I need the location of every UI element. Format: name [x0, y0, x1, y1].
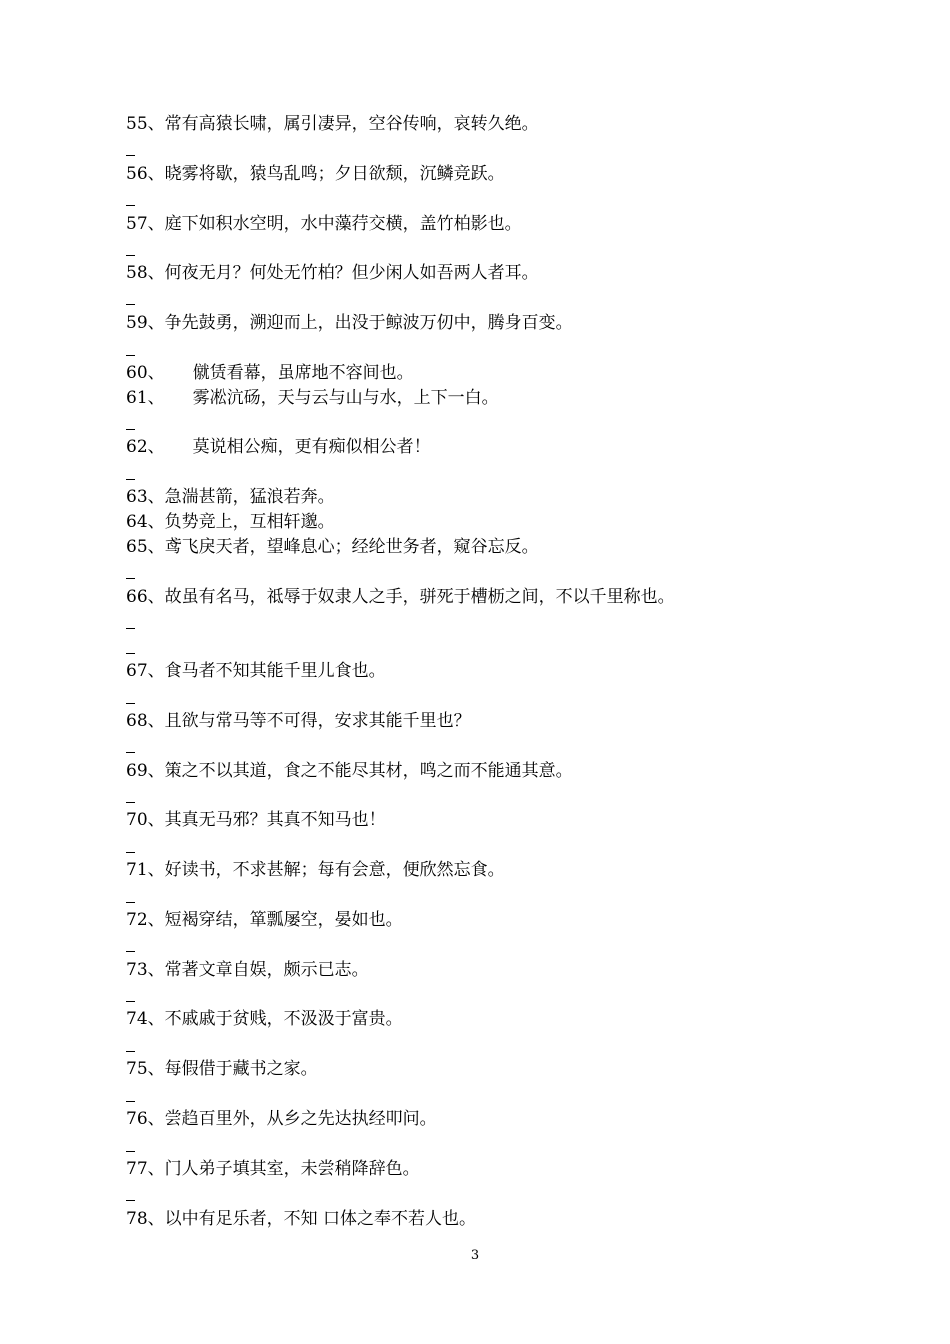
line-75: 75、每假借于藏书之家。 — [126, 1059, 318, 1079]
line-69: 69、策之不以其道，食之不能尽其材，鸣之而不能通其意。 — [126, 761, 573, 781]
answer-blank — [126, 628, 135, 629]
line-64: 64、负势竞上，互相轩邈。 — [126, 512, 335, 532]
line-68: 68、且欲与常马等不可得，安求其能千里也？ — [126, 711, 471, 731]
answer-blank — [126, 1051, 135, 1052]
line-76: 76、尝趋百里外，从乡之先达执经叩问。 — [126, 1109, 437, 1129]
answer-blank — [126, 752, 135, 753]
line-70: 70、其真无马邪？其真不知马也！ — [126, 810, 386, 830]
answer-blank — [126, 653, 135, 654]
line-78: 78、以中有足乐者，不知 口体之奉不若人也。 — [126, 1209, 477, 1229]
answer-blank — [126, 155, 135, 156]
answer-blank — [126, 1001, 135, 1002]
answer-blank — [126, 802, 135, 803]
line-77: 77、门人弟子填其室，未尝稍降辞色。 — [126, 1159, 420, 1179]
answer-blank — [126, 578, 135, 579]
answer-blank — [126, 205, 135, 206]
answer-blank — [126, 255, 135, 256]
line-72: 72、短褐穿结，箪瓢屡空，晏如也。 — [126, 910, 403, 930]
line-71: 71、好读书，不求甚解；每有会意，便欣然忘食。 — [126, 860, 505, 880]
page-number: 3 — [470, 1248, 480, 1263]
line-73: 73、常著文章自娱，颇示已志。 — [126, 960, 369, 980]
line-66: 66、故虽有名马，祗辱于奴隶人之手，骈死于槽枥之间，不以千里称也。 — [126, 587, 675, 607]
answer-blank — [126, 1151, 135, 1152]
answer-blank — [126, 1101, 135, 1102]
answer-blank — [126, 355, 135, 356]
line-62: 62、 莫说相公痴，更有痴似相公者！ — [126, 437, 431, 457]
line-60: 60、 僦赁看幕，虽席地不容间也。 — [126, 363, 414, 383]
line-74: 74、不戚戚于贫贱，不汲汲于富贵。 — [126, 1009, 403, 1029]
line-58: 58、何夜无月？何处无竹柏？但少闲人如吾两人者耳。 — [126, 263, 539, 283]
answer-blank — [126, 902, 135, 903]
answer-blank — [126, 429, 135, 430]
answer-blank — [126, 479, 135, 480]
line-56: 56、晓雾将歇，猿鸟乱鸣；夕日欲颓，沉鳞竞跃。 — [126, 164, 505, 184]
answer-blank — [126, 951, 135, 952]
line-63: 63、急湍甚箭，猛浪若奔。 — [126, 487, 335, 507]
answer-blank — [126, 852, 135, 853]
answer-blank — [126, 1200, 135, 1201]
line-65: 65、鸢飞戾天者，望峰息心；经纶世务者，窥谷忘反。 — [126, 537, 539, 557]
answer-blank — [126, 304, 135, 305]
line-59: 59、争先鼓勇，溯迎而上，出没于鲸波万仞中，腾身百变。 — [126, 313, 573, 333]
answer-blank — [126, 703, 135, 704]
line-67: 67、食马者不知其能千里儿食也。 — [126, 661, 386, 681]
line-57: 57、庭下如积水空明，水中藻荇交横，盖竹柏影也。 — [126, 214, 522, 234]
line-55: 55、常有高猿长啸，属引凄异，空谷传响，哀转久绝。 — [126, 114, 539, 134]
line-61: 61、 雾凇沆砀，天与云与山与水，上下一白。 — [126, 388, 499, 408]
